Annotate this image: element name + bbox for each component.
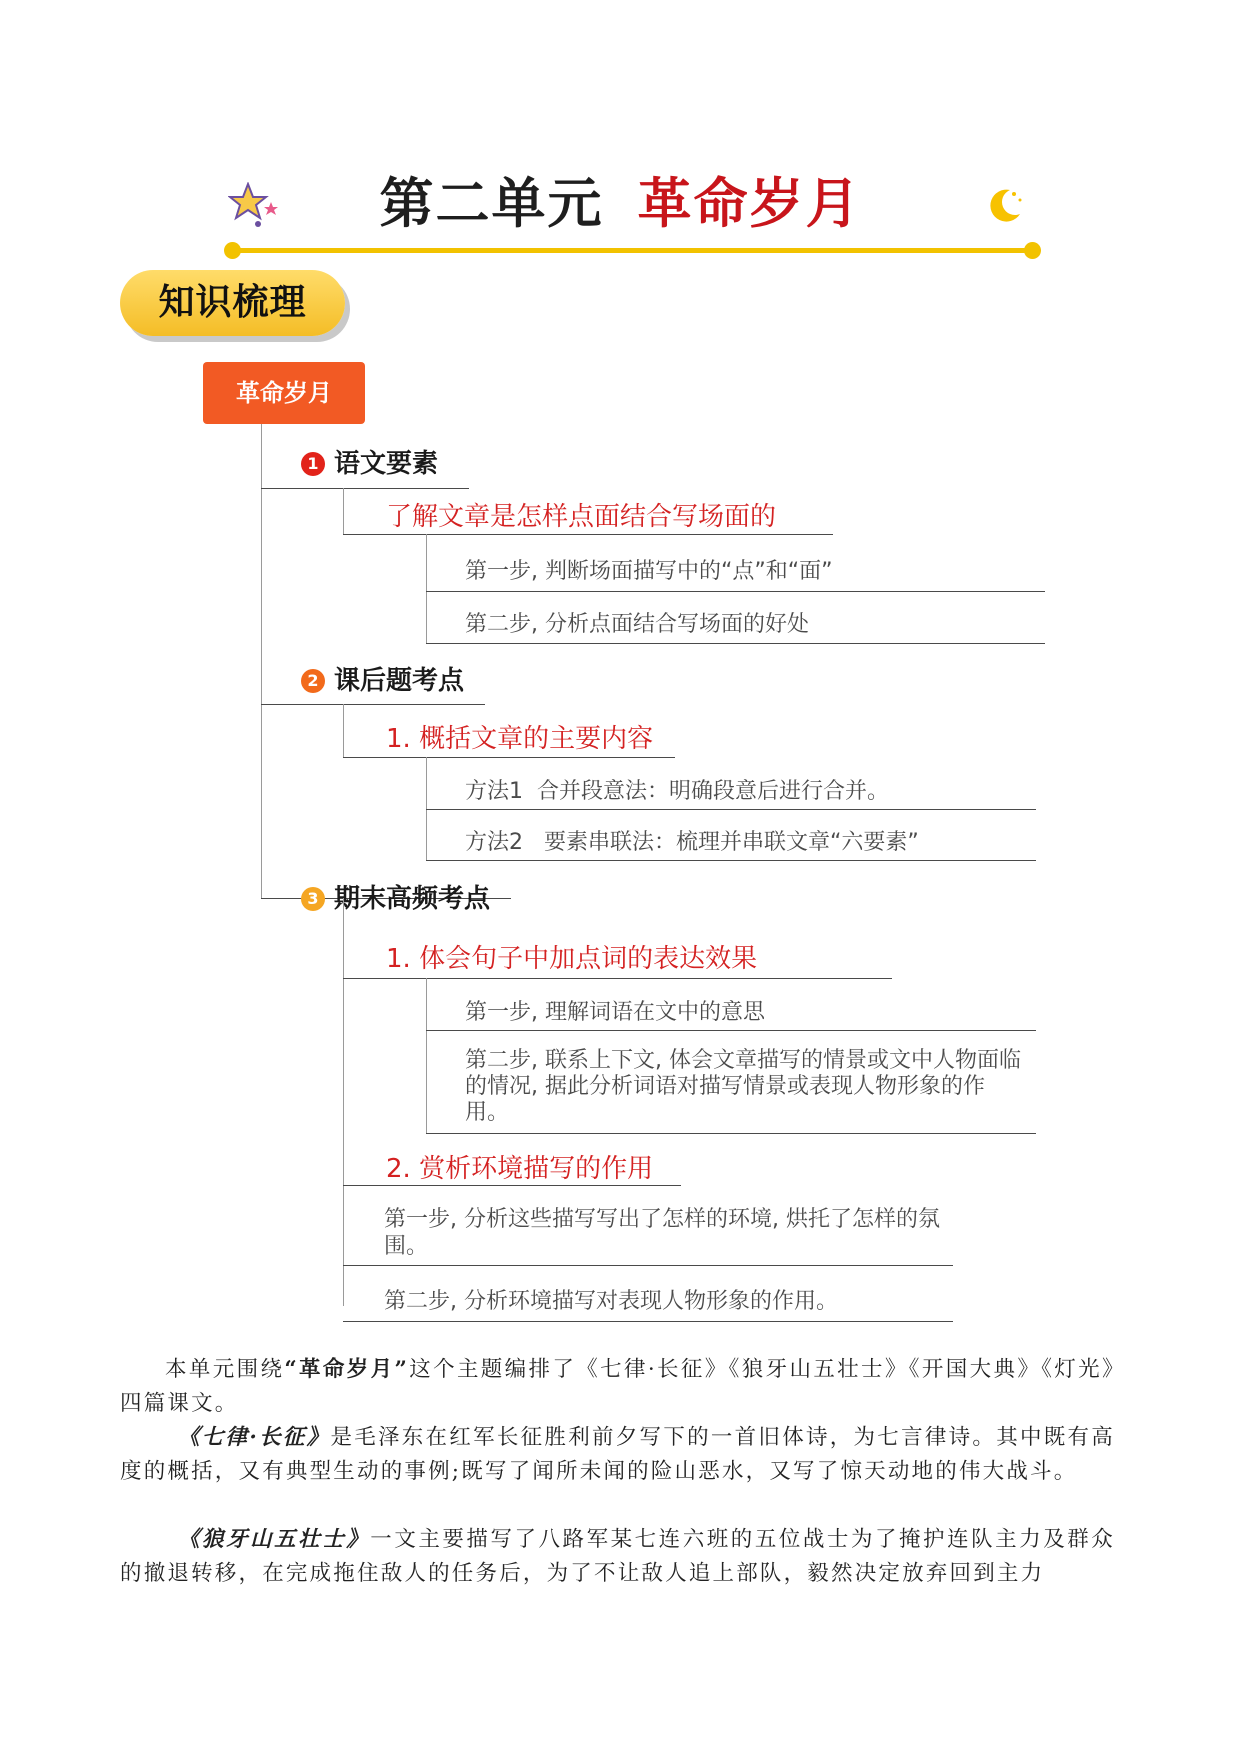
section-number-badge: 3 <box>301 887 325 911</box>
connector <box>426 534 427 644</box>
paragraph-langyashan: 《狼牙山五壮士》一文主要描写了八路军某七连六班的五位战士为了掩护连队主力及群众的撤退转移，在完成拖住敌人的任务后，为了不让敌人追上部队，毅然决定放弃回到主力 <box>120 1527 1115 1586</box>
leaf-item: 第一步, 分析这些描写写出了怎样的环境, 烘托了怎样的氛围。 <box>384 1207 940 1259</box>
mindmap-root: 革命岁月 <box>203 362 365 424</box>
connector-trunk <box>261 424 262 898</box>
subtopic-title: 1. 体会句子中加点词的表达效果 <box>386 944 758 974</box>
connector <box>343 898 344 1306</box>
connector <box>261 470 262 489</box>
leaf-item: 方法2 要素串联法：梳理并串联文章“六要素” <box>465 830 919 855</box>
section-number-badge: 1 <box>301 452 325 476</box>
section-number-badge: 2 <box>301 669 325 693</box>
section-title: 期末高频考点 <box>334 884 491 914</box>
subtopic-title: 了解文章是怎样点面结合写场面的 <box>386 502 777 532</box>
connector <box>343 757 675 758</box>
connector <box>343 488 344 534</box>
connector <box>343 534 833 535</box>
moon-icon <box>984 184 1026 226</box>
section-badge: 知识梳理 <box>120 270 345 336</box>
connector <box>343 1185 681 1186</box>
connector <box>426 860 1036 861</box>
connector <box>426 643 1045 644</box>
leaf-item: 第二步, 联系上下文, 体会文章描写的情景或文中人物面临的情况, 据此分析词语对描写情景或表现人物形象的作用。 <box>465 1048 1021 1125</box>
intro-paragraph: 本单元围绕“革命岁月”这个主题编排了《七律·长征》《狼牙山五壮士》《开国大典》《灯光》四篇课文。 <box>120 1357 1115 1416</box>
paragraph-changzheng: 《七律·长征》是毛泽东在红军长征胜利前夕写下的一首旧体诗，为七言律诗。其中既有高度的概括，又有典型生动的事例;既写了闻所未闻的险山恶水，又写了惊天动地的伟大战斗。 <box>120 1425 1116 1484</box>
leaf-item: 方法1 合并段意法：明确段意后进行合并。 <box>465 779 889 804</box>
connector <box>343 704 344 758</box>
section-title: 语文要素 <box>334 449 439 479</box>
leaf-item: 第二步, 分析点面结合写场面的好处 <box>465 612 809 637</box>
title-underline <box>232 248 1032 253</box>
connector <box>426 978 427 1134</box>
unit-header <box>0 170 1241 260</box>
section-title: 课后题考点 <box>334 666 465 696</box>
unit-title: 第二单元 革命岁月 <box>379 171 862 235</box>
connector <box>343 1321 953 1322</box>
leaf-item: 第一步, 理解词语在文中的意思 <box>465 1000 765 1025</box>
leaf-item: 第二步, 分析环境描写对表现人物形象的作用。 <box>384 1289 838 1314</box>
connector <box>343 1265 953 1266</box>
subtopic-title: 2. 赏析环境描写的作用 <box>386 1154 654 1184</box>
connector <box>426 1030 1036 1031</box>
subtopic-title: 1. 概括文章的主要内容 <box>386 724 654 754</box>
connector <box>426 809 1036 810</box>
connector <box>426 1133 1036 1134</box>
underline-dot-left <box>224 242 241 259</box>
leaf-item: 第一步, 判断场面描写中的“点”和“面” <box>465 559 833 584</box>
connector <box>261 880 262 899</box>
connector <box>426 591 1045 592</box>
connector <box>261 488 469 489</box>
underline-dot-right <box>1024 242 1041 259</box>
connector <box>261 704 485 705</box>
